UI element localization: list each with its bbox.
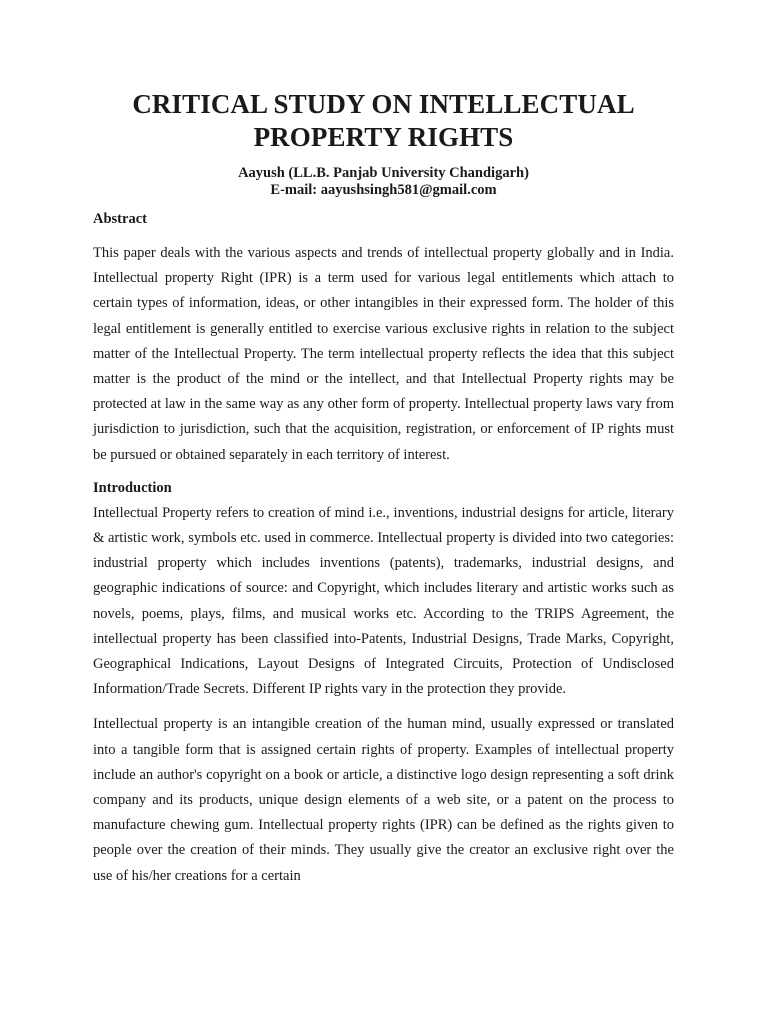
- abstract-paragraph: This paper deals with the various aspects and trends of intellectual property globally and in India. Intellectual property Right (IPR) is a term used for various legal entitlements which attach to certain types of information, ideas, or other intangibles in their expressed form. The holder of this legal entitlement is generally entitled to exercise various exclusive rights in relation to the subject matter of the Intellectual Property. The term intellectual property reflects the idea that this subject matter is the product of the mind or the intellect, and that Intellectual Property rights may be protected at law in the same way as any other form of property. Intellectual property laws vary from jurisdiction to jurisdiction, such that the acquisition, registration, or enforcement of IP rights must be pursued or obtained separately in each territory of interest.: [93, 245, 674, 463]
- introduction-paragraph-2: Intellectual property is an intangible creation of the human mind, usually expressed or translated into a tangible form that is assigned certain rights of property. Examples of intellectual property include an author's copyright on a book or article, a distinctive logo design representing a soft drink company and its products, unique design elements of a web site, or a patent on the process to manufacture chewing gum. Intellectual property rights (IPR) can be defined as the rights given to people over the creation of their minds. They usually give the creator an exclusive right over the use of his/her creations for a certain: [93, 716, 674, 884]
- paper-title-line-1: CRITICAL STUDY ON INTELLECTUAL: [132, 89, 635, 119]
- paper-title-line-2: PROPERTY RIGHTS: [253, 122, 514, 152]
- abstract-heading: Abstract: [93, 211, 147, 227]
- introduction-heading: Introduction: [93, 479, 172, 496]
- paper-title: [93, 88, 674, 154]
- author-block: [93, 165, 674, 199]
- author-name: Aayush (LL.B. Panjab University Chandigarh): [238, 165, 529, 181]
- author-email: E-mail: aayushsingh581@gmail.com: [270, 182, 497, 198]
- introduction-paragraph-1: Intellectual Property refers to creation of mind i.e., inventions, industrial designs for article, literary & artistic work, symbols etc. used in commerce. Intellectual property is divided into two categories: industrial property which includes inventions (patents), trademarks, industrial designs, and geographic indications of source: and Copyright, which includes literary and artistic works such as novels, poems, plays, films, and musical works etc. According to the TRIPS Agreement, the intellectual property has been classified into-Patents, Industrial Designs, Trade Marks, Copyright, Geographical Indications, Layout Designs of Integrated Circuits, Protection of Undisclosed Information/Trade Secrets. Different IP rights vary in the protection they provide.: [93, 504, 674, 698]
- document-page: [93, 0, 674, 889]
